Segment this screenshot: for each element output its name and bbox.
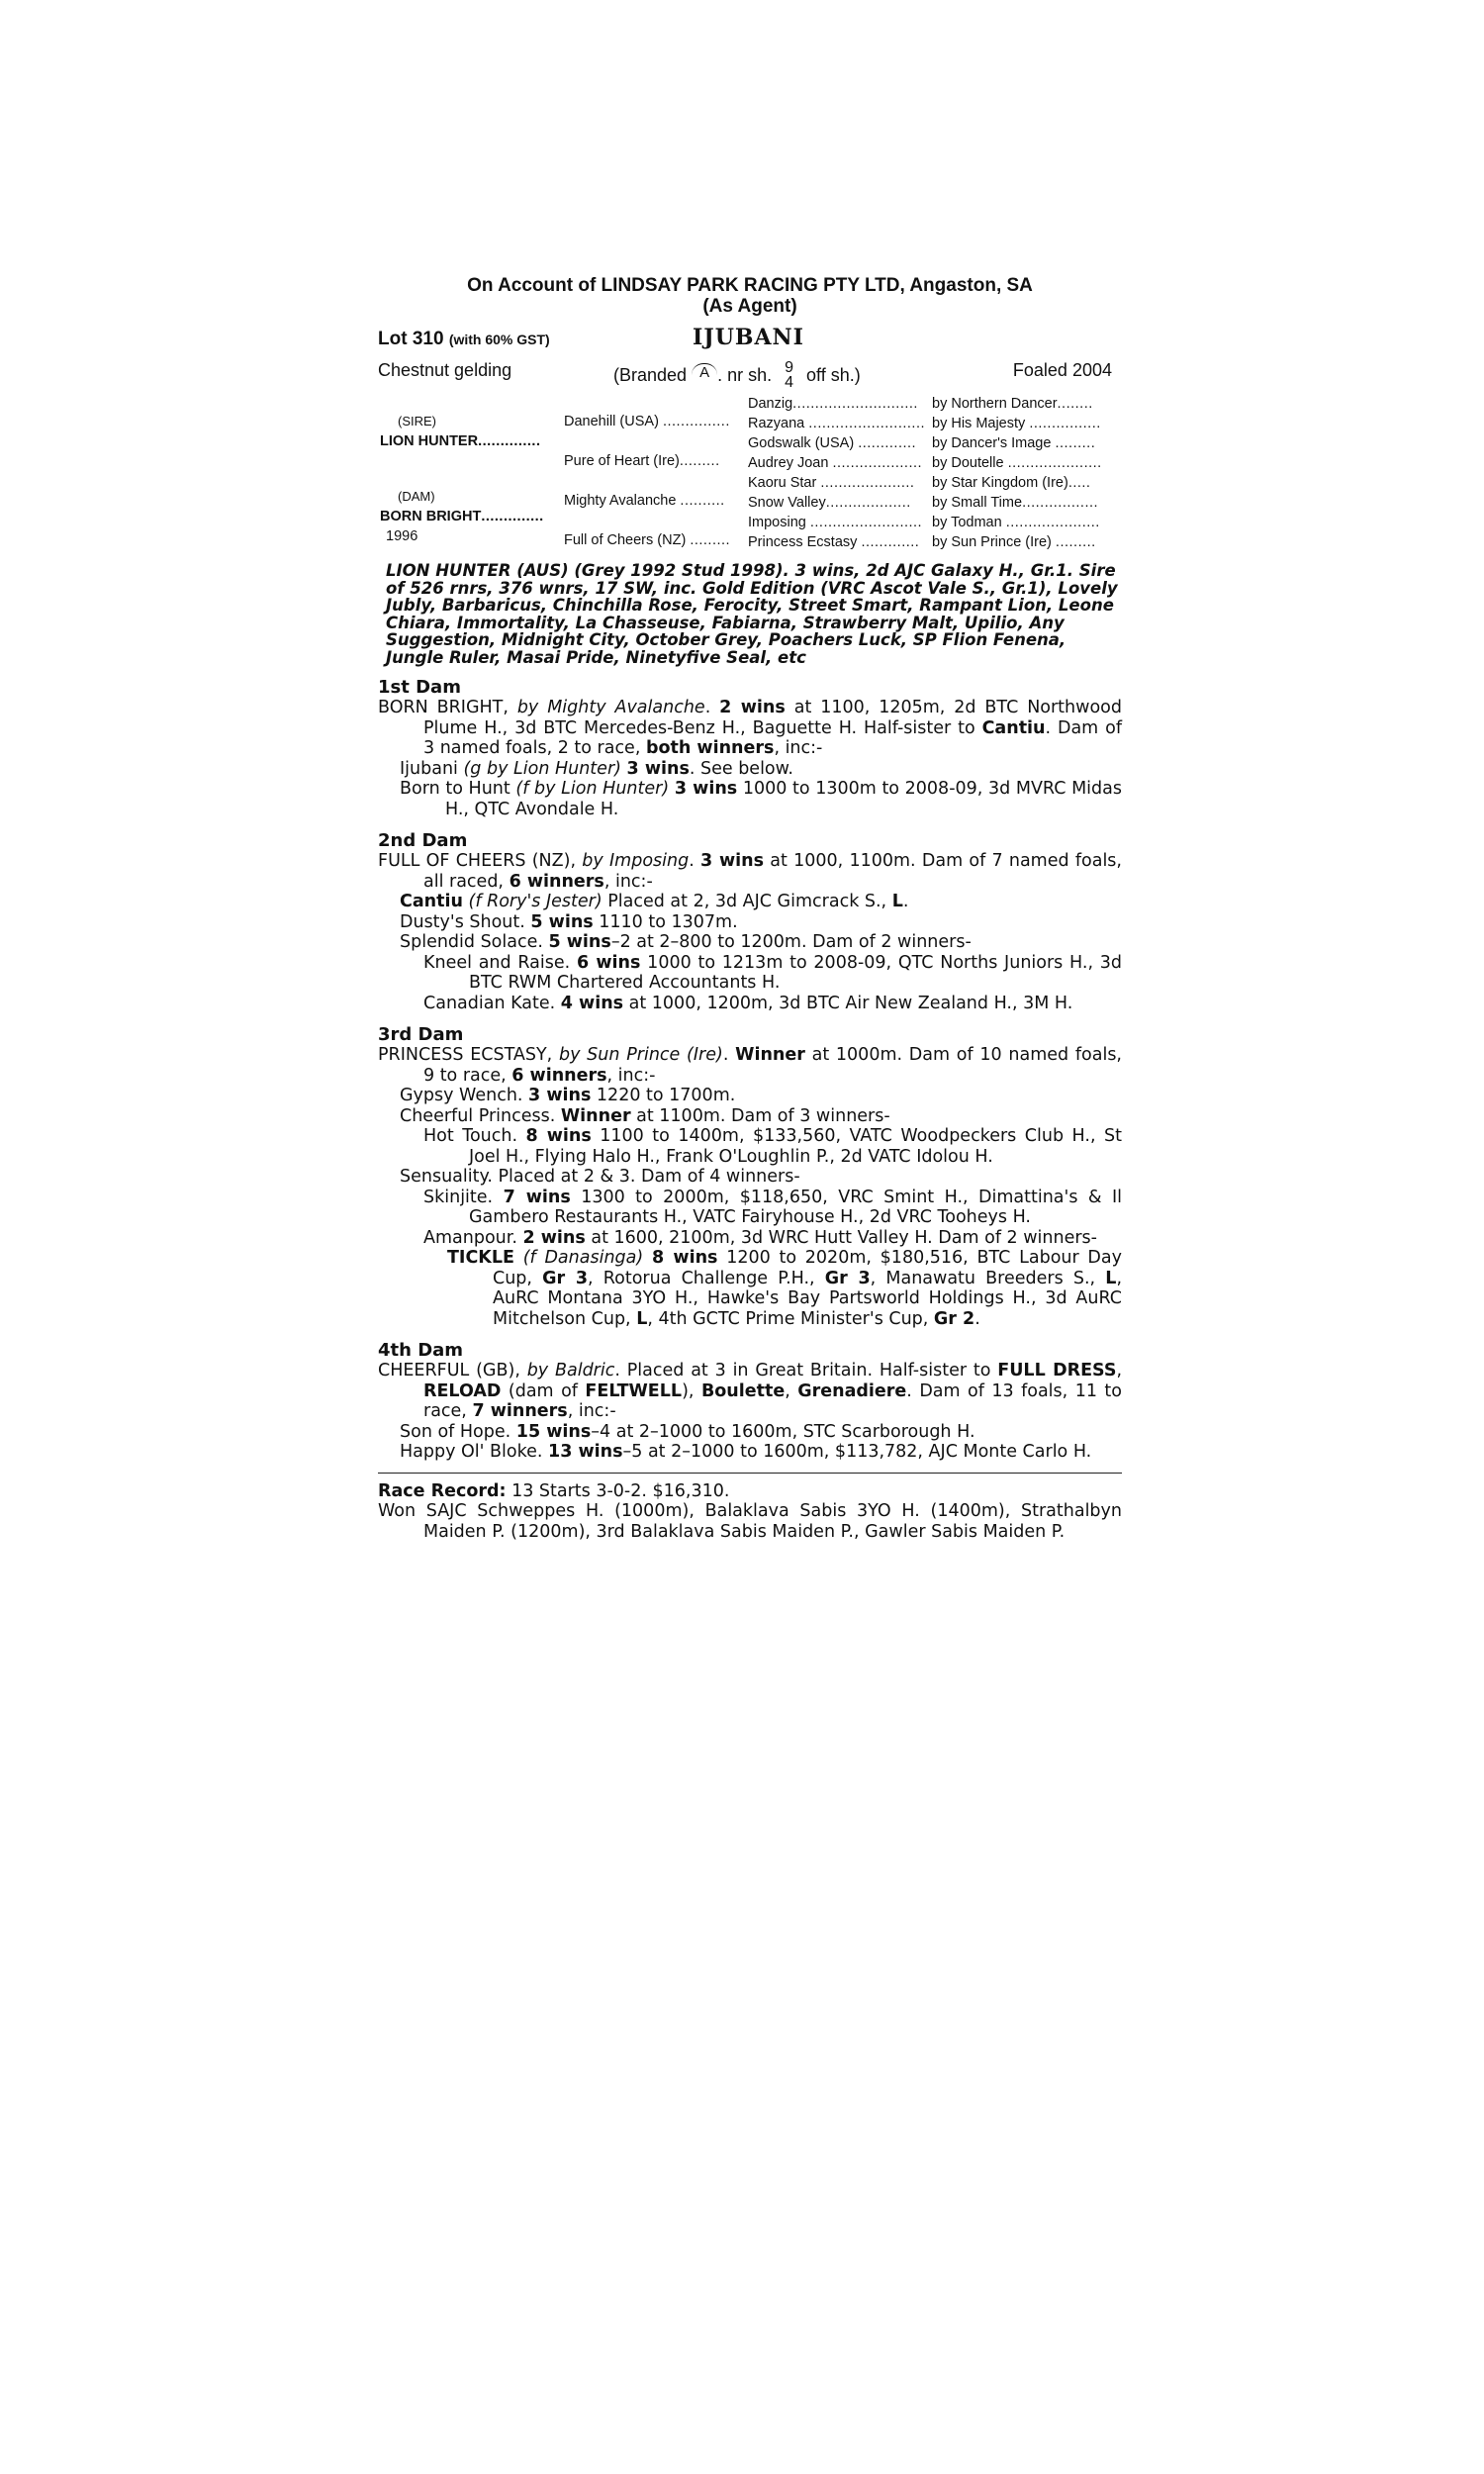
divider xyxy=(378,1473,1122,1474)
horse-description-line xyxy=(378,352,1122,391)
third-dam-grandprogeny-3: Amanpour. 2 wins at 1600, 2100m, 3d WRC Hutt Valley H. Dam of 2 winners- xyxy=(423,1227,1097,1248)
catalogue-page xyxy=(378,275,1122,1542)
pedigree-g2-3: Audrey Joan .................... xyxy=(748,455,923,471)
third-dam-progeny-3: Sensuality. Placed at 2 & 3. Dam of 4 winners- xyxy=(400,1167,800,1187)
third-dam-progeny-1: Gypsy Wench. 3 wins 1220 to 1700m. xyxy=(400,1086,736,1105)
dam-name: BORN BRIGHT.............. xyxy=(380,509,544,524)
third-dam-grandprogeny-2: Skinjite. 7 wins 1300 to 2000m, $118,650, VRC Smint H., Dimattina's & Il Gambero Restaurants H., VATC Fairyhouse H., 2d VRC Tooheys H. xyxy=(423,1187,1122,1227)
second-dam-progeny-2: Dusty's Shout. 5 wins 1110 to 1307m. xyxy=(400,911,738,932)
pedigree-g1-3: Full of Cheers (NZ) ......... xyxy=(564,532,731,548)
pedigree-g2-4: Kaoru Star ..................... xyxy=(748,475,915,491)
pedigree-g3-3: by Doutelle ..................... xyxy=(932,455,1102,471)
sire-label: (SIRE) xyxy=(398,414,436,428)
pedigree-g2-0: Danzig............................ xyxy=(748,396,918,412)
pedigree-g2-6: Imposing ......................... xyxy=(748,515,923,530)
second-dam-grandprogeny-1: Kneel and Raise. 6 wins 1000 to 1213m to 2008-09, QTC Norths Juniors H., 3d BTC RWM Chartered Accountants H. xyxy=(423,952,1122,993)
vendor-line: On Account of LINDSAY PARK RACING PTY LTD, Angaston, SA xyxy=(467,275,1033,296)
third-dam-great-grandprogeny-1: TICKLE (f Danasinga) 8 wins 1200 to 2020m, $180,516, BTC Labour Day Cup, Gr 3, Rotorua Challenge P.H., Gr 3, Manawatu Breeders S., L, AuRC Montana 3YO H., Hawke's Bay Partsworld Holdings H., 3d AuRC Mitchelson Cup, L, 4th GCTC Prime Minister's Cup, Gr 2. xyxy=(447,1248,1123,1329)
second-dam-grandprogeny-2: Canadian Kate. 4 wins at 1000, 1200m, 3d BTC Air New Zealand H., 3M H. xyxy=(423,993,1073,1013)
lot-number: Lot 310 (with 60% GST) xyxy=(378,329,550,349)
second-dam-progeny-3: Splendid Solace. 5 wins–2 at 2–800 to 1200m. Dam of 2 winners- xyxy=(400,932,972,952)
pedigree-g3-7: by Sun Prince (Ire) ......... xyxy=(932,534,1096,550)
second-dam-progeny-1: Cantiu (f Rory's Jester) Placed at 2, 3d AJC Gimcrack S., L. xyxy=(400,892,909,911)
pedigree-table xyxy=(378,392,1122,550)
second-dam-heading: 2nd Dam xyxy=(378,830,468,851)
sire-name: LION HUNTER.............. xyxy=(380,433,541,449)
dam-label: (DAM) xyxy=(398,489,435,504)
gst-note: (with 60% GST) xyxy=(448,332,550,347)
second-dam-main: FULL OF CHEERS (NZ), by Imposing. 3 wins at 1000, 1100m. Dam of 7 named foals, all raced, 6 winners, inc:- xyxy=(378,851,1122,892)
fourth-dam-heading: 4th Dam xyxy=(378,1340,464,1361)
pedigree-g1-0: Danehill (USA) ............... xyxy=(564,414,730,429)
first-dam-progeny-1: Ijubani (g by Lion Hunter) 3 wins. See below. xyxy=(400,758,793,779)
brand-mark: A xyxy=(692,363,717,381)
pedigree-g2-2: Godswalk (USA) ............. xyxy=(748,435,917,451)
pedigree-g2-5: Snow Valley................... xyxy=(748,495,911,511)
third-dam-progeny-2: Cheerful Princess. Winner at 1100m. Dam of 3 winners- xyxy=(400,1105,890,1126)
fourth-dam-progeny-1: Son of Hope. 15 wins–4 at 2–1000 to 1600m, STC Scarborough H. xyxy=(400,1421,975,1442)
pedigree-g1-2: Mighty Avalanche .......... xyxy=(564,493,725,509)
lot-line xyxy=(378,323,1122,352)
pedigree-g3-1: by His Majesty ................ xyxy=(932,416,1101,431)
third-dam-grandprogeny-1: Hot Touch. 8 wins 1100 to 1400m, $133,560, VATC Woodpeckers Club H., St Joel H., Flying Halo H., Frank O'Loughlin P., 2d VATC Idolou H. xyxy=(423,1126,1122,1167)
pedigree-g3-4: by Star Kingdom (Ire)..... xyxy=(932,475,1091,491)
third-dam-heading: 3rd Dam xyxy=(378,1024,464,1045)
pedigree-g3-0: by Northern Dancer........ xyxy=(932,396,1093,412)
horse-name: IJUBANI xyxy=(693,325,804,350)
horse-sex-colour: Chestnut gelding xyxy=(378,360,512,380)
fourth-dam-main: CHEERFUL (GB), by Baldric. Placed at 3 in Great Britain. Half-sister to FULL DRESS, RELOAD (dam of FELTWELL), Boulette, Grenadiere. Dam of 13 foals, 11 to race, 7 winners, inc:- xyxy=(378,1361,1123,1421)
pedigree-g2-1: Razyana .......................... xyxy=(748,416,926,431)
pedigree-g1-1: Pure of Heart (Ire)......... xyxy=(564,453,720,469)
brand-number: 9 4 xyxy=(785,359,794,391)
race-record: Race Record: 13 Starts 3-0-2. $16,310. xyxy=(378,1480,730,1501)
first-dam-heading: 1st Dam xyxy=(378,677,461,698)
agent-line: (As Agent) xyxy=(702,296,797,317)
first-dam-progeny-2: Born to Hunt (f by Lion Hunter) 3 wins 1000 to 1300m to 2008-09, 3d MVRC Midas H., QTC Avondale H. xyxy=(400,779,1122,819)
pedigree-g2-7: Princess Ecstasy ............. xyxy=(748,534,920,550)
pedigree-g3-5: by Small Time................. xyxy=(932,495,1099,511)
dam-year: 1996 xyxy=(386,528,418,544)
fourth-dam-progeny-2: Happy Ol' Bloke. 13 wins–5 at 2–1000 to 1600m, $113,782, AJC Monte Carlo H. xyxy=(400,1442,1092,1462)
first-dam-main: BORN BRIGHT, by Mighty Avalanche. 2 wins at 1100, 1205m, 2d BTC Northwood Plume H., 3d BTC Mercedes-Benz H., Baguette H. Half-sister to Cantiu. Dam of 3 named foals, 2 to race, both winners, inc:- xyxy=(378,698,1122,758)
pedigree-g3-6: by Todman ..................... xyxy=(932,515,1100,530)
third-dam-main: PRINCESS ECSTASY, by Sun Prince (Ire). Winner at 1000m. Dam of 10 named foals, 9 to race, 6 winners, inc:- xyxy=(378,1045,1122,1086)
brand-description: (Branded A . nr sh. 9 4 off sh.) xyxy=(613,359,861,391)
pedigree-g3-2: by Dancer's Image ......... xyxy=(932,435,1096,451)
sire-summary: LION HUNTER (AUS) (Grey 1992 Stud 1998). 3 wins, 2d AJC Galaxy H., Gr.1. Sire of 526 rnrs, 376 wnrs, 17 SW, inc. Gold Edition (VRC Ascot Vale S., Gr.1), Lovely Jubly, Barbaricus, Chinchilla Rose, Ferocity, Street Smart, Rampant Lion, Leone Chiara, Immortality, La Chasseuse, Fabiarna, Strawberry Malt, Upilio, Any Suggestion, Midnight City, October Grey, Poachers Luck, SP Flion Fenena, Jungle Ruler, Masai Pride, Ninetyfive Seal, etc xyxy=(386,561,1118,667)
race-record-wins: Won SAJC Schweppes H. (1000m), Balaklava Sabis 3YO H. (1400m), Strathalbyn Maiden P. (1200m), 3rd Balaklava Sabis Maiden P., Gawler Sabis Maiden P. xyxy=(378,1501,1122,1542)
foaled-year: Foaled 2004 xyxy=(1012,360,1112,380)
